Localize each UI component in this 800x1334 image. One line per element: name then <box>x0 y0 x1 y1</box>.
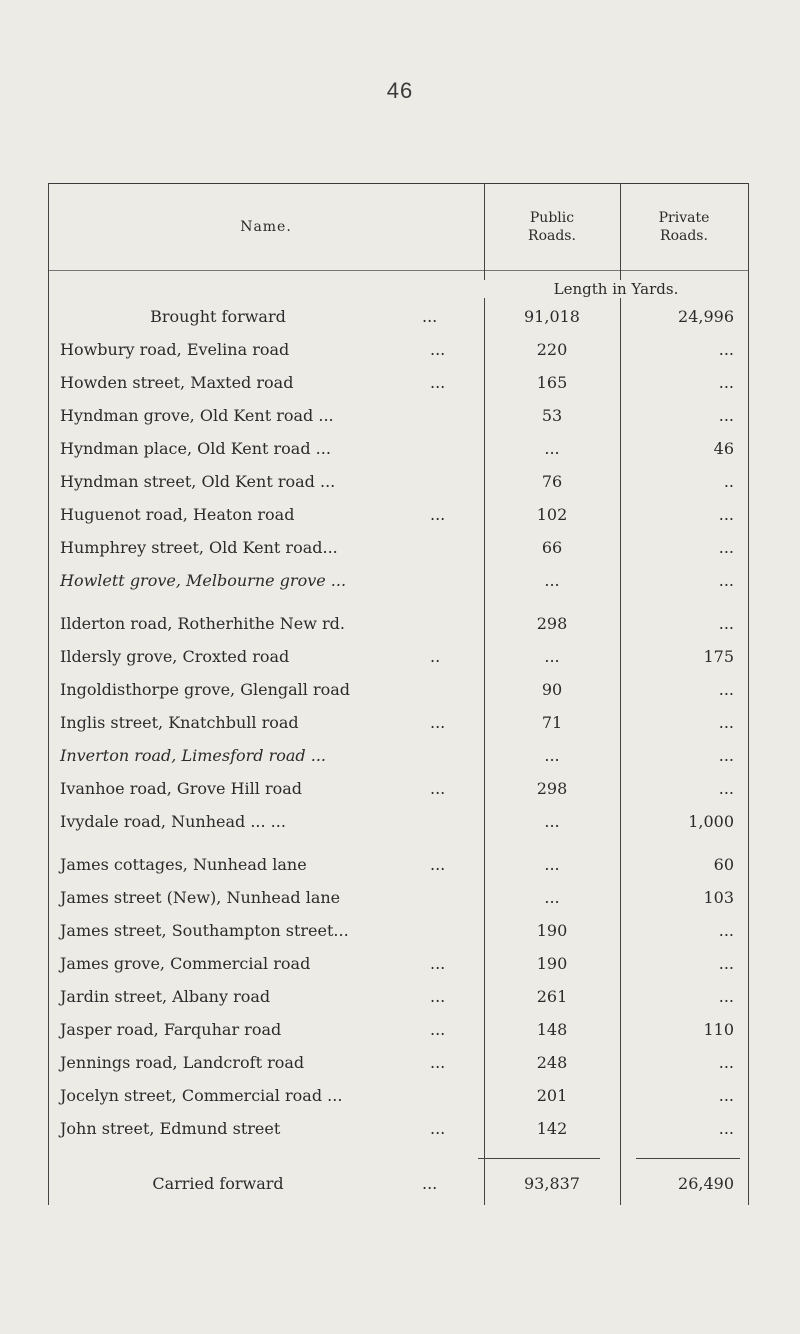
row-name: Brought forward <box>150 307 286 326</box>
table-row <box>48 677 748 703</box>
row-private-yards: 24,996 <box>678 307 734 326</box>
row-name: Jennings road, Landcroft road <box>60 1053 305 1072</box>
header-public-line2: Roads. <box>528 227 576 244</box>
row-name: Ivanhoe road, Grove Hill road <box>60 779 303 798</box>
table-row <box>48 403 748 429</box>
row-name: Ildersly grove, Croxted road <box>60 647 290 666</box>
table-row <box>48 644 748 670</box>
row-leader: ... <box>430 340 446 359</box>
row-private-yards: 60 <box>713 855 734 874</box>
table-row <box>48 1116 748 1142</box>
row-name: Ingoldisthorpe grove, Glengall road <box>60 680 351 699</box>
row-private-yards: ... <box>718 340 734 359</box>
row-public-yards: 93,837 <box>524 1174 580 1193</box>
row-name: Jardin street, Albany road <box>60 987 271 1006</box>
row-leader: ... <box>430 779 446 798</box>
row-private-yards: ... <box>718 921 734 940</box>
row-name: John street, Edmund street <box>60 1119 281 1138</box>
row-public-yards: 298 <box>536 614 568 633</box>
row-leader: ... <box>430 1020 446 1039</box>
right-border <box>748 183 749 1205</box>
header-name: Name. <box>240 218 292 235</box>
row-name: Howbury road, Evelina road <box>60 340 290 359</box>
table-row <box>48 370 748 396</box>
table-row <box>48 809 748 835</box>
table-row <box>48 502 748 528</box>
row-public-yards: 53 <box>541 406 563 425</box>
header-public-line1: Public <box>529 209 575 226</box>
table-row <box>48 951 748 977</box>
row-private-yards: .. <box>723 472 734 491</box>
row-leader: ... <box>430 713 446 732</box>
row-private-yards: ... <box>718 779 734 798</box>
total-row <box>48 1171 748 1197</box>
row-private-yards: 46 <box>713 439 734 458</box>
table-row <box>48 1017 748 1043</box>
row-name: Hyndman street, Old Kent road ... <box>60 472 336 491</box>
row-private-yards: ... <box>718 1086 734 1105</box>
row-name: James street, Southampton street... <box>60 921 349 940</box>
row-leader: ... <box>422 307 438 326</box>
page-number: 46 <box>386 78 414 103</box>
row-private-yards: 110 <box>703 1020 734 1039</box>
row-private-yards: ... <box>718 406 734 425</box>
row-public-yards: 66 <box>541 538 563 557</box>
row-public-yards: ... <box>544 888 560 907</box>
table-row <box>48 469 748 495</box>
row-private-yards: ... <box>718 713 734 732</box>
row-private-yards: ... <box>718 680 734 699</box>
row-name: Hyndman place, Old Kent road ... <box>60 439 331 458</box>
row-private-yards: ... <box>718 746 734 765</box>
row-private-yards: ... <box>718 1119 734 1138</box>
row-public-yards: 261 <box>536 987 568 1006</box>
row-public-yards: 148 <box>536 1020 568 1039</box>
table-row <box>48 568 748 594</box>
row-private-yards: ... <box>718 987 734 1006</box>
row-leader: ... <box>422 1174 438 1193</box>
row-leader: ... <box>430 505 446 524</box>
table-row <box>48 918 748 944</box>
table-row <box>48 436 748 462</box>
row-public-yards: ... <box>544 855 560 874</box>
header-private-line1: Private <box>658 209 710 226</box>
table-row <box>48 611 748 637</box>
row-leader: .. <box>430 647 441 666</box>
total-rule-private <box>636 1158 740 1159</box>
row-leader: ... <box>430 987 446 1006</box>
row-public-yards: 102 <box>536 505 568 524</box>
table-row <box>48 304 748 330</box>
row-private-yards: ... <box>718 571 734 590</box>
row-private-yards: ... <box>718 373 734 392</box>
table-row <box>48 743 748 769</box>
row-public-yards: 142 <box>536 1119 568 1138</box>
row-name: Jasper road, Farquhar road <box>60 1020 282 1039</box>
header-public-roads <box>484 183 620 270</box>
row-public-yards: ... <box>544 812 560 831</box>
row-name: Jocelyn street, Commercial road ... <box>60 1086 343 1105</box>
row-private-yards: 175 <box>703 647 734 666</box>
row-public-yards: 76 <box>541 472 563 491</box>
row-public-yards: 91,018 <box>524 307 580 326</box>
row-leader: ... <box>430 855 446 874</box>
row-name: James grove, Commercial road <box>60 954 311 973</box>
row-public-yards: ... <box>544 746 560 765</box>
table-row <box>48 1083 748 1109</box>
row-public-yards: 220 <box>536 340 568 359</box>
row-name: James street (New), Nunhead lane <box>60 888 341 907</box>
length-in-yards-subheader: Length in Yards. <box>484 280 748 298</box>
header-bottom-rule <box>48 270 748 271</box>
header-private-roads <box>620 183 748 270</box>
row-leader: ... <box>430 373 446 392</box>
row-public-yards: ... <box>544 571 560 590</box>
row-public-yards: 71 <box>541 713 563 732</box>
row-public-yards: 201 <box>536 1086 568 1105</box>
row-name: Howden street, Maxted road <box>60 373 294 392</box>
row-name: Hyndman grove, Old Kent road ... <box>60 406 334 425</box>
row-public-yards: ... <box>544 439 560 458</box>
table-row <box>48 337 748 363</box>
roads-table <box>48 183 748 1205</box>
total-rule-public <box>478 1158 600 1159</box>
table-row <box>48 535 748 561</box>
row-public-yards: 248 <box>536 1053 568 1072</box>
row-name: Howlett grove, Melbourne grove ... <box>60 571 347 590</box>
row-private-yards: ... <box>718 614 734 633</box>
row-name: Huguenot road, Heaton road <box>60 505 295 524</box>
row-name: Ilderton road, Rotherhithe New rd. <box>60 614 345 633</box>
row-public-yards: 190 <box>536 954 568 973</box>
row-public-yards: 298 <box>536 779 568 798</box>
row-private-yards: ... <box>718 505 734 524</box>
row-leader: ... <box>430 1053 446 1072</box>
row-leader: ... <box>430 1119 446 1138</box>
table-row <box>48 852 748 878</box>
table-row <box>48 984 748 1010</box>
table-row <box>48 1050 748 1076</box>
row-public-yards: ... <box>544 647 560 666</box>
row-public-yards: 165 <box>536 373 568 392</box>
table-row <box>48 710 748 736</box>
row-public-yards: 190 <box>536 921 568 940</box>
row-private-yards: ... <box>718 538 734 557</box>
row-name: Inverton road, Limesford road ... <box>60 746 326 765</box>
row-leader: ... <box>430 954 446 973</box>
row-name: James cottages, Nunhead lane <box>60 855 307 874</box>
row-name: Inglis street, Knatchbull road <box>60 713 299 732</box>
header-private-line2: Roads. <box>660 227 708 244</box>
row-private-yards: 26,490 <box>678 1174 734 1193</box>
row-name: Ivydale road, Nunhead ... ... <box>60 812 286 831</box>
table-row <box>48 885 748 911</box>
row-private-yards: ... <box>718 954 734 973</box>
row-public-yards: 90 <box>541 680 563 699</box>
row-private-yards: ... <box>718 1053 734 1072</box>
row-private-yards: 103 <box>703 888 734 907</box>
row-private-yards: 1,000 <box>688 812 734 831</box>
row-name: Humphrey street, Old Kent road... <box>60 538 338 557</box>
row-name: Carried forward <box>152 1174 284 1193</box>
table-row <box>48 776 748 802</box>
